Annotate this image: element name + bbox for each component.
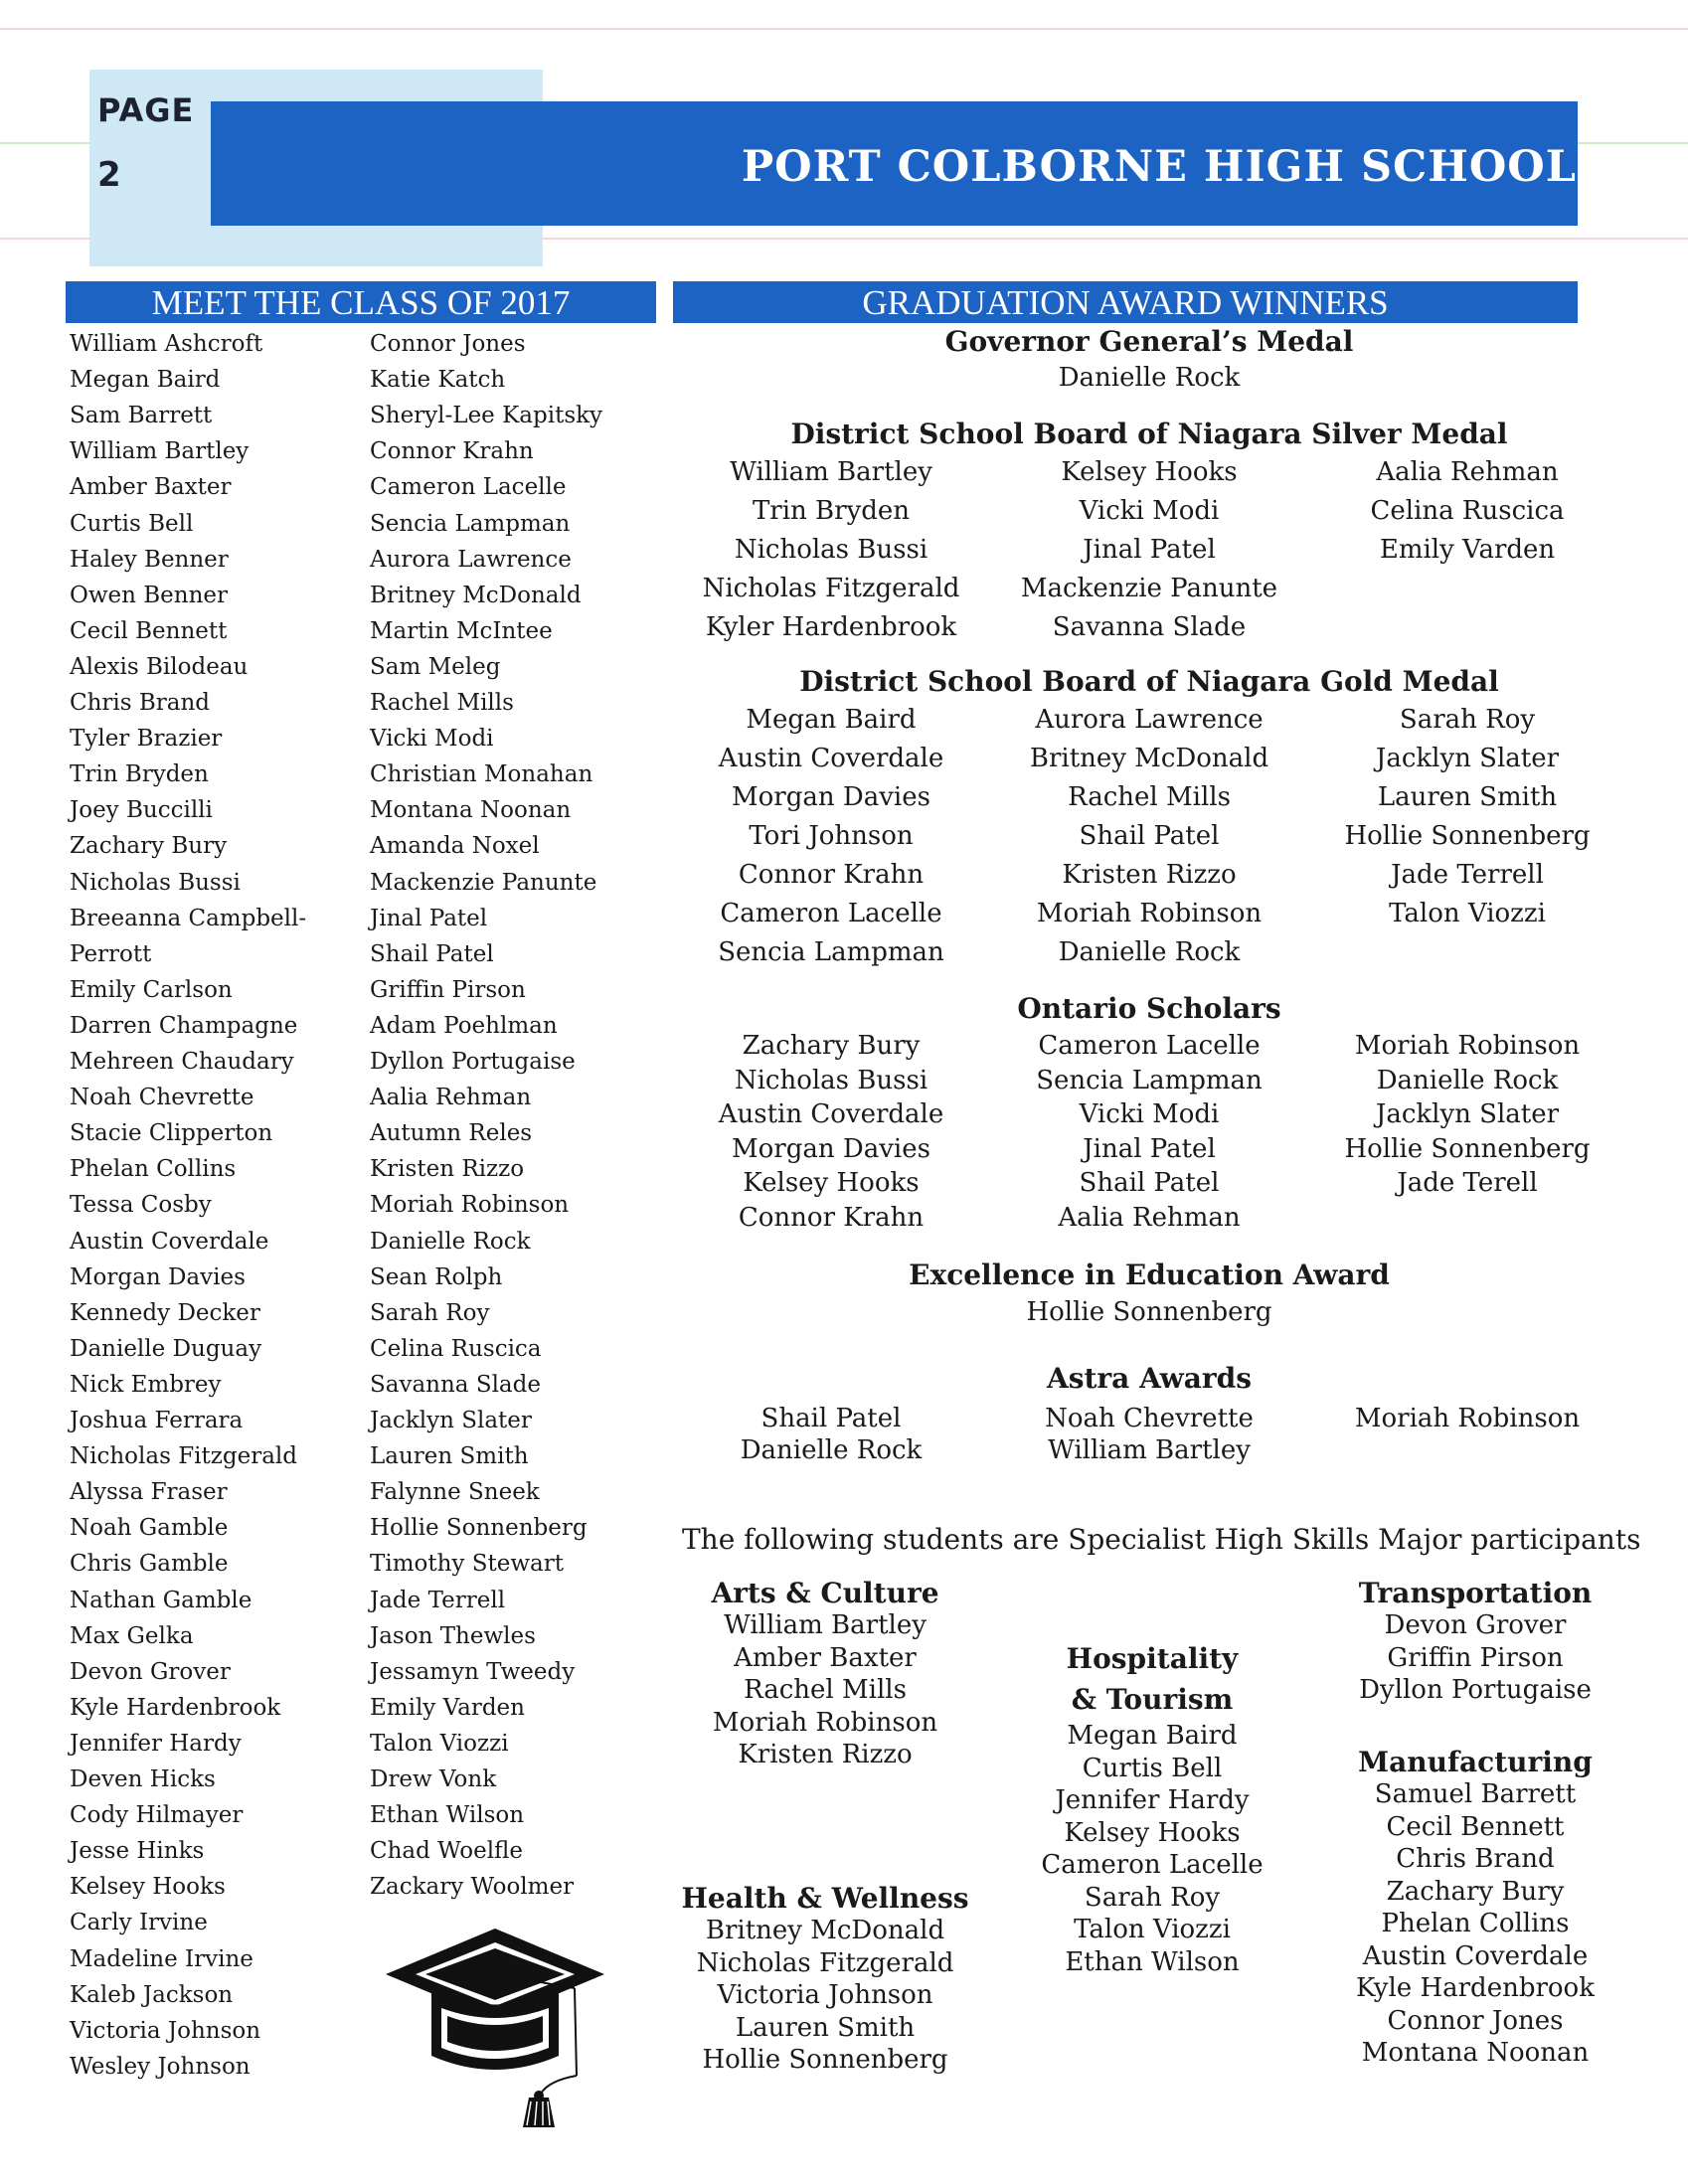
award-recipient: Britney McDonald xyxy=(1029,744,1269,773)
roster-name: Jesse Hinks xyxy=(70,1838,205,1865)
guide-line-top xyxy=(0,28,1688,30)
section-title: Governor General’s Medal xyxy=(944,325,1354,358)
roster-name: Amber Baxter xyxy=(70,474,232,501)
award-recipient: Lauren Smith xyxy=(1377,782,1558,812)
participant-name: Zachary Bury xyxy=(1386,1876,1565,1907)
roster-name: Madeline Irvine xyxy=(70,1945,253,1972)
skill-title: Health & Wellness xyxy=(681,1882,969,1915)
roster-name: Perrott xyxy=(70,940,152,967)
shsm-hospitality-tourism xyxy=(1003,1642,1301,1978)
roster-name: Jessamyn Tweedy xyxy=(370,1658,576,1685)
name-column xyxy=(1308,1403,1626,1466)
silver-columns xyxy=(672,453,1626,647)
award-recipient: Hollie Sonnenberg xyxy=(1344,1133,1591,1164)
participant-name: Kelsey Hooks xyxy=(1064,1817,1241,1848)
award-recipient: Vicki Modi xyxy=(1079,496,1220,526)
roster-name: Jacklyn Slater xyxy=(370,1408,532,1433)
award-recipient: Danielle Rock xyxy=(740,1435,923,1465)
skill-title: Arts & Culture xyxy=(711,1577,939,1609)
section-title: District School Board of Niagara Gold Medal xyxy=(799,665,1499,698)
award-recipient: Moriah Robinson xyxy=(1036,899,1263,928)
participant-name: Ethan Wilson xyxy=(1065,1946,1240,1977)
name-column xyxy=(1308,1029,1626,1235)
award-recipient: Danielle Rock xyxy=(1058,937,1241,967)
roster-name: Zackary Woolmer xyxy=(370,1874,575,1901)
skill-title: Manufacturing xyxy=(1358,1746,1593,1778)
participant-name: Phelan Collins xyxy=(1381,1909,1570,1938)
participant-name: Britney McDonald xyxy=(705,1916,945,1945)
roster-name: Christian Monahan xyxy=(370,761,593,788)
roster-name: Chad Woelfle xyxy=(370,1838,524,1865)
roster-name: Connor Jones xyxy=(370,331,526,357)
participant-name: Curtis Bell xyxy=(1082,1753,1223,1783)
name-column xyxy=(990,1403,1308,1466)
participant-name: Talon Viozzi xyxy=(1074,1915,1231,1944)
roster-name: Autumn Reles xyxy=(370,1120,533,1147)
award-recipient: Hollie Sonnenberg xyxy=(1344,821,1591,851)
section-title: Astra Awards xyxy=(1047,1362,1252,1395)
award-recipient: Jade Terrell xyxy=(1391,860,1544,890)
award-recipient: Jade Terell xyxy=(1397,1168,1538,1198)
roster-name: Carly Irvine xyxy=(70,1910,208,1936)
award-recipient: Kyler Hardenbrook xyxy=(705,612,957,642)
award-recipient: Nicholas Bussi xyxy=(734,1065,928,1095)
participant-name: Cecil Bennett xyxy=(1386,1811,1565,1842)
name-column xyxy=(672,1029,990,1235)
roster-name: Sencia Lampman xyxy=(370,510,571,537)
participant-name: Megan Baird xyxy=(1067,1721,1238,1751)
name-column xyxy=(1308,453,1626,647)
skill-title: & Tourism xyxy=(1071,1683,1234,1716)
participant-name: Rachel Mills xyxy=(744,1675,907,1705)
roster-name: Kelsey Hooks xyxy=(70,1874,226,1901)
roster-name: William Ashcroft xyxy=(70,331,263,357)
roster-name: Kennedy Decker xyxy=(70,1299,260,1326)
name-column xyxy=(990,701,1308,972)
roster-name: Alexis Bilodeau xyxy=(70,653,249,680)
class-list-heading: MEET THE CLASS OF 2017 xyxy=(66,281,656,323)
shsm-health-wellness xyxy=(676,1882,974,2077)
roster-name: Sheryl-Lee Kapitsky xyxy=(370,403,603,429)
roster-name: Nathan Gamble xyxy=(70,1587,253,1613)
roster-name: Phelan Collins xyxy=(70,1156,237,1183)
governor-general-section xyxy=(672,325,1626,393)
roster-name: Sean Rolph xyxy=(370,1263,503,1290)
award-recipient: Austin Coverdale xyxy=(718,744,944,773)
header-banner xyxy=(211,101,1578,226)
award-recipient: Savanna Slade xyxy=(1052,612,1247,642)
award-recipient: Aalia Rehman xyxy=(1058,1202,1241,1233)
roster-name: Jennifer Hardy xyxy=(70,1730,242,1757)
award-recipient: Jacklyn Slater xyxy=(1375,744,1560,773)
roster-name: Wesley Johnson xyxy=(70,2053,251,2080)
roster-name: Britney McDonald xyxy=(370,582,582,608)
roster-name: Martin McIntee xyxy=(370,617,553,644)
roster-name: Hollie Sonnenberg xyxy=(370,1515,588,1542)
award-recipient: Aurora Lawrence xyxy=(1035,705,1264,735)
roster-name: Austin Coverdale xyxy=(70,1228,269,1255)
award-recipient: Nicholas Fitzgerald xyxy=(702,574,960,603)
roster-name: Montana Noonan xyxy=(370,797,572,824)
roster-name: Nicholas Bussi xyxy=(70,869,241,896)
award-recipient: Connor Krahn xyxy=(738,1202,925,1233)
roster-name: Breeanna Campbell- xyxy=(70,905,307,931)
page-number: 2 xyxy=(97,155,121,195)
roster-name: Rachel Mills xyxy=(370,690,514,716)
award-recipient: Megan Baird xyxy=(746,705,917,735)
name-column xyxy=(990,1029,1308,1235)
award-recipient: Zachary Bury xyxy=(742,1031,921,1061)
roster-name: Emily Varden xyxy=(370,1694,525,1721)
award-recipient: Sencia Lampman xyxy=(1036,1065,1263,1095)
gold-medal-section xyxy=(672,665,1626,972)
award-recipient: Shail Patel xyxy=(1079,821,1220,851)
award-recipient: Sarah Roy xyxy=(1399,705,1536,735)
gold-columns xyxy=(672,701,1626,972)
roster-name: Katie Katch xyxy=(370,367,506,394)
participant-name: William Bartley xyxy=(724,1610,927,1640)
roster-name: Victoria Johnson xyxy=(70,2017,261,2044)
roster-name: Stacie Clipperton xyxy=(70,1120,273,1147)
roster-name: Darren Champagne xyxy=(70,1012,298,1039)
roster-name: Sarah Roy xyxy=(370,1299,490,1326)
roster-name: Ethan Wilson xyxy=(370,1802,525,1829)
roster-name: Connor Krahn xyxy=(370,438,534,465)
name-column xyxy=(672,453,990,647)
roster-name: Joey Buccilli xyxy=(70,797,213,824)
participant-name: Kyle Hardenbrook xyxy=(1356,1973,1595,2003)
name-column xyxy=(672,701,990,972)
award-recipient: Nicholas Bussi xyxy=(734,535,928,565)
award-recipient: Morgan Davies xyxy=(732,1133,930,1164)
participant-name: Chris Brand xyxy=(1396,1844,1555,1874)
roster-name: Morgan Davies xyxy=(70,1263,246,1290)
participant-name: Samuel Barrett xyxy=(1374,1779,1577,1809)
roster-name: Jason Thewles xyxy=(370,1622,536,1649)
participant-name: Devon Grover xyxy=(1384,1610,1567,1640)
ontario-scholars-section xyxy=(672,992,1626,1235)
award-recipient: William Bartley xyxy=(1048,1435,1251,1465)
roster-name: Dyllon Portugaise xyxy=(370,1049,576,1075)
participant-name: Sarah Roy xyxy=(1084,1882,1221,1913)
section-title: District School Board of Niagara Silver Medal xyxy=(790,418,1508,450)
roster-name: Nicholas Fitzgerald xyxy=(70,1443,298,1470)
roster-name: Sam Meleg xyxy=(370,653,501,680)
award-recipient: Trin Bryden xyxy=(752,496,911,526)
roster-name: Timothy Stewart xyxy=(370,1551,564,1578)
participant-name: Amber Baxter xyxy=(734,1642,917,1673)
roster-name: Celina Ruscica xyxy=(370,1335,542,1362)
roster-name: Trin Bryden xyxy=(70,761,209,788)
roster-name: Shail Patel xyxy=(370,940,494,967)
participant-name: Dyllon Portugaise xyxy=(1359,1675,1592,1705)
roster-name: Alyssa Fraser xyxy=(70,1479,228,1506)
participant-name: Hollie Sonnenberg xyxy=(702,2045,948,2075)
section-title: Ontario Scholars xyxy=(1017,992,1281,1025)
roster-name: Joshua Ferrara xyxy=(70,1408,244,1433)
name-column xyxy=(1308,701,1626,972)
roster-name: Sam Barrett xyxy=(70,403,213,429)
roster-name: Vicki Modi xyxy=(370,726,494,753)
roster-name: Cameron Lacelle xyxy=(370,474,567,501)
award-recipient: Tori Johnson xyxy=(749,821,914,851)
roster-name: Griffin Pirson xyxy=(370,976,526,1003)
award-recipient: Jacklyn Slater xyxy=(1375,1099,1560,1129)
roster-name: Noah Gamble xyxy=(70,1515,229,1542)
roster-name: Cecil Bennett xyxy=(70,617,228,644)
award-recipient: Shail Patel xyxy=(760,1404,902,1433)
roster-name: Talon Viozzi xyxy=(370,1730,509,1757)
roster-name: Cody Hilmayer xyxy=(70,1802,244,1829)
roster-name: Savanna Slade xyxy=(370,1371,541,1398)
award-recipient: Sencia Lampman xyxy=(718,937,944,967)
astra-columns xyxy=(672,1403,1626,1466)
participant-name: Kristen Rizzo xyxy=(738,1740,913,1769)
participant-name: Nicholas Fitzgerald xyxy=(696,1947,954,1978)
roster-name: Adam Poehlman xyxy=(370,1012,558,1039)
shsm-arts-culture xyxy=(676,1577,974,1771)
excellence-section xyxy=(672,1259,1626,1327)
astra-section xyxy=(672,1362,1626,1466)
roster-name: Aurora Lawrence xyxy=(370,546,572,573)
roster-name: Tyler Brazier xyxy=(70,726,223,753)
section-title: Excellence in Education Award xyxy=(909,1259,1390,1291)
participant-name: Victoria Johnson xyxy=(717,1980,933,2010)
roster-name: Jade Terrell xyxy=(370,1587,506,1613)
roster-name: William Bartley xyxy=(70,438,250,465)
award-recipient: Emily Varden xyxy=(1379,535,1556,565)
school-name: PORT COLBORNE HIGH SCHOOL xyxy=(741,142,1577,192)
award-recipient: Kelsey Hooks xyxy=(743,1168,920,1198)
roster-name: Kaleb Jackson xyxy=(70,1981,234,2008)
award-recipient: Vicki Modi xyxy=(1079,1099,1220,1129)
roster-name: Tessa Cosby xyxy=(70,1192,212,1219)
ontario-columns xyxy=(672,1029,1626,1235)
roster-name: Chris Brand xyxy=(70,690,211,716)
award-recipient: Kelsey Hooks xyxy=(1061,457,1238,487)
roster-name: Mackenzie Panunte xyxy=(370,869,597,896)
name-column xyxy=(990,453,1308,647)
participant-name: Jennifer Hardy xyxy=(1055,1785,1250,1815)
award-winner: Danielle Rock xyxy=(1058,363,1241,393)
roster-name: Kyle Hardenbrook xyxy=(70,1694,281,1721)
roster-name: Moriah Robinson xyxy=(370,1192,570,1219)
award-recipient: Cameron Lacelle xyxy=(1038,1031,1261,1061)
award-recipient: Jinal Patel xyxy=(1083,1133,1216,1164)
award-recipient: Rachel Mills xyxy=(1068,782,1231,812)
name-column xyxy=(672,1403,990,1466)
roster-name: Kristen Rizzo xyxy=(370,1156,525,1183)
roster-name: Megan Baird xyxy=(70,367,221,394)
participant-name: Moriah Robinson xyxy=(712,1707,938,1738)
roster-name: Deven Hicks xyxy=(70,1766,216,1792)
participant-name: Connor Jones xyxy=(1387,2005,1564,2036)
award-recipient: Kristen Rizzo xyxy=(1062,860,1237,890)
participant-name: Montana Noonan xyxy=(1361,2038,1590,2068)
award-recipient: Austin Coverdale xyxy=(718,1099,944,1129)
award-recipient: Shail Patel xyxy=(1079,1168,1220,1198)
award-winner: Hollie Sonnenberg xyxy=(1026,1297,1272,1327)
award-recipient: Aalia Rehman xyxy=(1376,457,1559,487)
roster-name: Curtis Bell xyxy=(70,510,194,537)
roster-name: Devon Grover xyxy=(70,1658,231,1685)
award-recipient: Cameron Lacelle xyxy=(720,899,942,928)
award-recipient: Noah Chevrette xyxy=(1045,1404,1254,1433)
page-label: PAGE xyxy=(97,91,195,129)
roster-name: Drew Vonk xyxy=(370,1766,497,1792)
award-recipient: Morgan Davies xyxy=(732,782,930,812)
skill-title: Hospitality xyxy=(1066,1642,1239,1675)
roster-name: Chris Gamble xyxy=(70,1551,229,1578)
skill-title: Transportation xyxy=(1358,1577,1593,1609)
shsm-intro: The following students are Specialist High Skills Major participants xyxy=(682,1523,1641,1556)
roster-name: Owen Benner xyxy=(70,582,229,608)
award-recipient: Moriah Robinson xyxy=(1354,1404,1581,1433)
roster-name: Mehreen Chaudary xyxy=(70,1049,294,1075)
roster-name: Danielle Duguay xyxy=(70,1335,262,1362)
roster-name: Haley Benner xyxy=(70,546,229,573)
participant-name: Cameron Lacelle xyxy=(1041,1850,1264,1880)
roster-name: Amanda Noxel xyxy=(370,833,540,860)
award-recipient: Danielle Rock xyxy=(1376,1065,1559,1095)
roster-name: Danielle Rock xyxy=(370,1228,531,1255)
roster-name: Falynne Sneek xyxy=(370,1479,540,1506)
participant-name: Lauren Smith xyxy=(735,2012,916,2043)
roster-name: Emily Carlson xyxy=(70,976,233,1003)
roster-name: Zachary Bury xyxy=(70,833,228,860)
silver-medal-section xyxy=(672,418,1626,647)
roster-name: Lauren Smith xyxy=(370,1443,529,1470)
award-recipient: Moriah Robinson xyxy=(1354,1031,1581,1061)
award-recipient: Connor Krahn xyxy=(738,860,925,890)
participant-name: Griffin Pirson xyxy=(1387,1642,1564,1673)
participant-name: Austin Coverdale xyxy=(1362,1940,1589,1971)
award-recipient: Jinal Patel xyxy=(1083,535,1216,565)
award-recipient: Talon Viozzi xyxy=(1389,899,1546,928)
shsm-manufacturing xyxy=(1326,1746,1624,2070)
roster-name: Max Gelka xyxy=(70,1622,194,1649)
shsm-transportation xyxy=(1326,1577,1624,1707)
graduation-cap-icon xyxy=(380,1917,610,2135)
roster-name: Noah Chevrette xyxy=(70,1085,254,1111)
award-recipient: Celina Ruscica xyxy=(1370,496,1565,526)
awards-heading: GRADUATION AWARD WINNERS xyxy=(673,281,1578,323)
award-recipient: William Bartley xyxy=(730,457,932,487)
roster-name: Jinal Patel xyxy=(370,905,488,931)
award-recipient: Mackenzie Panunte xyxy=(1020,574,1278,603)
roster-name: Aalia Rehman xyxy=(370,1085,532,1111)
roster-name: Nick Embrey xyxy=(70,1371,222,1398)
